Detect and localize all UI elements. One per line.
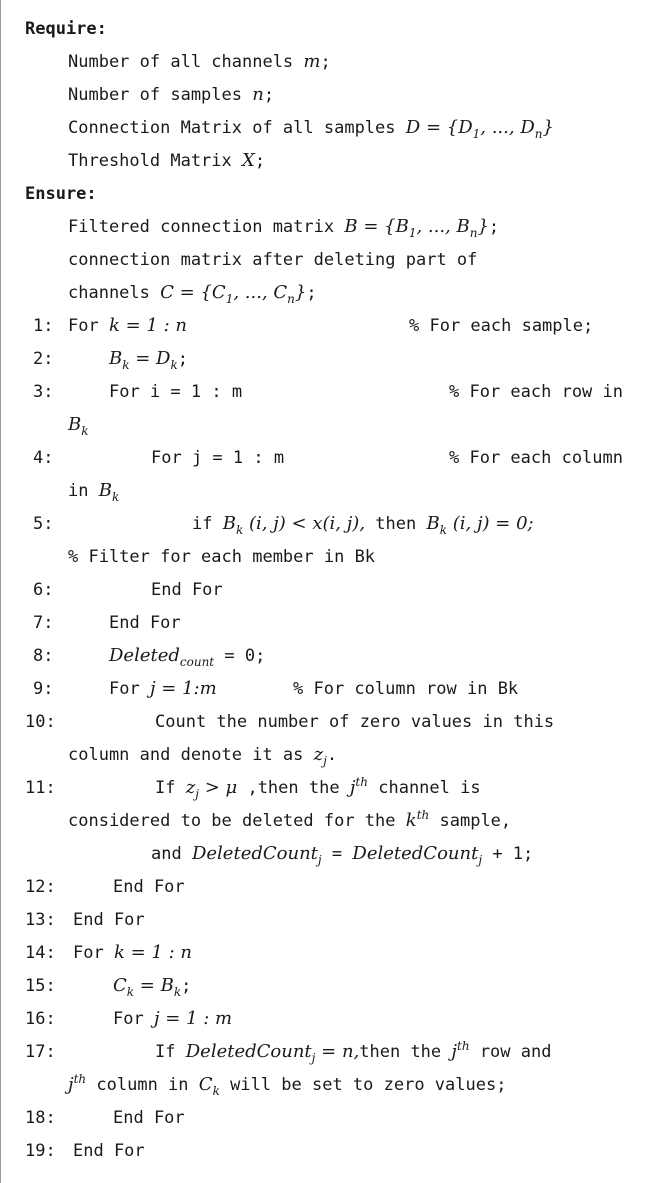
line-18-code: End For xyxy=(113,1108,185,1128)
line-8-code: Deleted$_{count}$ = 0; xyxy=(109,645,266,669)
require-d: Connection Matrix of all samples $D = \{D_1$, ..., $D_n$} xyxy=(68,117,554,141)
line-11-cont2: and DeletedCount$_j$ = DeletedCount$_j$ + 1; xyxy=(151,843,534,867)
require-x: Threshold Matrix X; xyxy=(68,150,266,171)
line-7-code: End For xyxy=(109,613,181,633)
line-number: 7: xyxy=(33,613,54,633)
line-number: 5: xyxy=(33,514,54,534)
line-number: 11: xyxy=(25,778,56,798)
line-3-comment: % For each row in xyxy=(449,382,623,402)
line-number: 17: xyxy=(25,1042,56,1062)
require-n: Number of samples n; xyxy=(68,84,275,105)
line-15-code: $C_k = B_k$; xyxy=(113,975,192,999)
line-17-code: If DeletedCount$_j$ = n,then the $j^{th}$ row and xyxy=(155,1039,552,1065)
line-number: 4: xyxy=(33,448,54,468)
line-13-code: End For xyxy=(73,910,145,930)
line-number: 15: xyxy=(25,976,56,996)
line-10-code: Count the number of zero values in this xyxy=(155,712,555,732)
line-number: 19: xyxy=(25,1141,56,1161)
line-1-comment: % For each sample; xyxy=(409,316,594,336)
line-number: 14: xyxy=(25,943,56,963)
line-4-code: For j = 1 : m xyxy=(151,448,285,468)
ensure-b: Filtered connection matrix $B = \{B_1$, ..., $B_n$}; xyxy=(68,216,500,240)
line-5-cont: % Filter for each member in Bk xyxy=(68,547,376,567)
line-number: 10: xyxy=(25,712,56,732)
line-3-code: For i = 1 : m xyxy=(109,382,243,402)
line-10-cont: column and denote it as $z_j$. xyxy=(68,744,338,768)
require-label: Require: xyxy=(25,19,107,39)
line-number: 6: xyxy=(33,580,54,600)
line-4-comment: % For each column xyxy=(449,448,623,468)
line-11-cont1: considered to be deleted for the $k^{th}$ sample, xyxy=(68,808,512,831)
line-2-code: $B_k = D_k$; xyxy=(109,348,189,372)
line-number: 16: xyxy=(25,1009,56,1029)
ensure-label: Ensure: xyxy=(25,184,97,204)
line-number: 9: xyxy=(33,679,54,699)
line-16-code: For j = 1 : m xyxy=(113,1008,233,1029)
line-number: 13: xyxy=(25,910,56,930)
line-6-code: End For xyxy=(151,580,223,600)
line-1-code: For k = 1 : n xyxy=(68,315,187,336)
line-number: 2: xyxy=(33,349,54,369)
line-12-code: End For xyxy=(113,877,185,897)
line-17-cont: $j^{th}$ column in $C_k$ will be set to zero values; xyxy=(68,1072,507,1098)
line-number: 12: xyxy=(25,877,56,897)
line-number: 8: xyxy=(33,646,54,666)
line-3-cont: $B_k$ xyxy=(68,414,89,438)
line-number: 1: xyxy=(33,316,54,336)
line-number: 3: xyxy=(33,382,54,402)
line-19-code: End For xyxy=(73,1141,145,1161)
ensure-c-line2: channels $C = \{C_1$, ..., $C_n$}; xyxy=(68,282,317,306)
line-11-code: If $z_j > \mu$ ,then the $j^{th}$ channel is xyxy=(155,775,481,801)
line-4-cont: in $B_k$ xyxy=(68,480,120,504)
require-m: Number of all channels m; xyxy=(68,51,331,72)
ensure-c-line1: connection matrix after deleting part of xyxy=(68,250,478,270)
line-number: 18: xyxy=(25,1108,56,1128)
line-9-comment: % For column row in Bk xyxy=(293,679,519,699)
line-5-code: if $B_k$ (i, j) < x(i, j), then $B_k$ (i, j) = 0; xyxy=(192,513,534,537)
line-9-code: For j = 1:m xyxy=(109,678,217,699)
line-14-code: For k = 1 : n xyxy=(73,942,192,963)
